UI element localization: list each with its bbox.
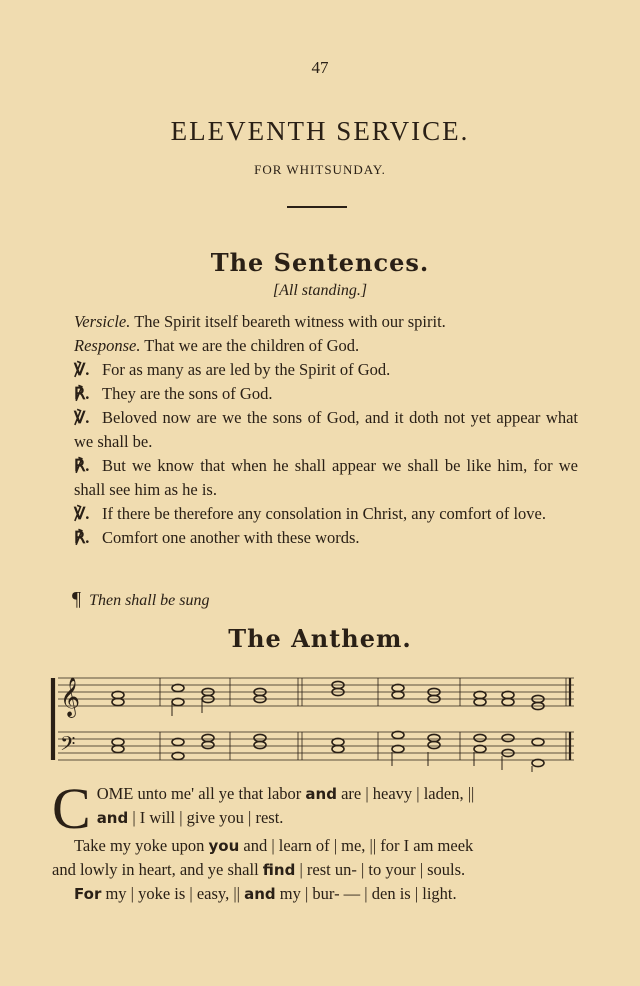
page-title: ELEVENTH SERVICE. [170, 116, 470, 146]
page-number: 47 [311, 58, 329, 77]
verse-line: ℣. Beloved now are we the sons of God, and it doth not yet appear what we shall be. [74, 408, 578, 451]
drop-cap: C [52, 776, 91, 841]
anthem-line: and lowly in heart, and ye shall find | rest un- | to your | souls. [52, 860, 466, 879]
verse-line: ℣. If there be therefore any consolation in Christ, any comfort of love. [74, 504, 546, 523]
music-score [48, 668, 580, 772]
standing-direction: [All standing.] [272, 282, 368, 299]
verse-line: ℟. Comfort one another with these words. [74, 528, 360, 547]
verse-line: Versicle. The Spirit itself beareth witness with our spirit. [74, 312, 446, 331]
anthem-line: and | I will | give you | rest. [96, 808, 284, 827]
sentences-text [52, 310, 578, 550]
verse-line: ℣. For as many as are led by the Spirit of God. [74, 360, 391, 379]
anthem-line: Take my yoke upon you and | learn of | me, || for I am meek [74, 836, 474, 855]
page-subtitle: FOR WHITSUNDAY. [254, 162, 386, 177]
rubric: ¶ Then shall be sung [72, 588, 210, 610]
svg-text:𝄞: 𝄞 [60, 677, 81, 717]
anthem-line: OME unto me' all ye that labor and are | heavy | laden, || [96, 784, 475, 803]
divider-rule [287, 206, 347, 208]
anthem-line: For my | yoke is | easy, || and my | bur- — | den is | light. [74, 884, 457, 903]
anthem-heading: The Anthem. [228, 624, 412, 653]
svg-text:𝄢: 𝄢 [60, 732, 76, 760]
verse-line: ℟. They are the sons of God. [74, 384, 273, 403]
verse-line: ℟. But we know that when he shall appear we shall be like him, for we shall see him as he is. [74, 456, 578, 499]
verse-line: Response. That we are the children of God. [74, 336, 360, 355]
sentences-heading: The Sentences. [210, 248, 430, 277]
pilcrow-icon: ¶ [72, 588, 82, 610]
anthem-text [52, 776, 578, 906]
